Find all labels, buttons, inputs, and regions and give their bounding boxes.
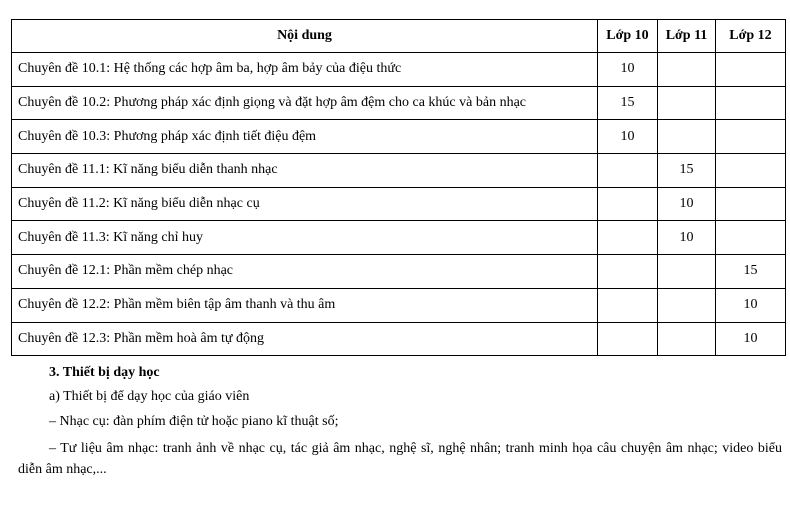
topic-cell: Chuyên đề 10.1: Hệ thống các hợp âm ba, hợp âm bảy của điệu thức — [12, 53, 598, 87]
grade-12-cell: 10 — [716, 288, 786, 322]
topic-cell: Chuyên đề 12.1: Phần mềm chép nhạc — [12, 255, 598, 289]
grade-12-cell: 10 — [716, 322, 786, 356]
topic-cell: Chuyên đề 11.1: Kĩ năng biểu diễn thanh nhạc — [12, 154, 598, 188]
grade-10-cell: 10 — [598, 120, 658, 154]
grade-12-cell: 15 — [716, 255, 786, 289]
table-row — [12, 53, 786, 87]
table-row — [12, 86, 786, 120]
grade-10-cell — [598, 288, 658, 322]
grade-11-cell: 10 — [658, 187, 716, 221]
grade-10-cell — [598, 255, 658, 289]
topic-cell: Chuyên đề 11.2: Kĩ năng biểu diễn nhạc cụ — [12, 187, 598, 221]
header-grade-11: Lớp 11 — [658, 20, 716, 53]
grade-11-cell — [658, 86, 716, 120]
table-row — [12, 154, 786, 188]
grade-10-cell — [598, 221, 658, 255]
grade-11-cell — [658, 288, 716, 322]
topic-cell: Chuyên đề 11.3: Kĩ năng chỉ huy — [12, 221, 598, 255]
grade-11-cell: 10 — [658, 221, 716, 255]
topic-cell: Chuyên đề 12.3: Phần mềm hoà âm tự động — [12, 322, 598, 356]
grade-10-cell — [598, 187, 658, 221]
topic-cell: Chuyên đề 10.3: Phương pháp xác định tiết điệu đệm — [12, 120, 598, 154]
header-grade-10: Lớp 10 — [598, 20, 658, 53]
table-row — [12, 221, 786, 255]
grade-10-cell — [598, 154, 658, 188]
section-heading: 3. Thiết bị dạy học — [49, 365, 160, 380]
grade-11-cell — [658, 322, 716, 356]
grade-10-cell: 10 — [598, 53, 658, 87]
topic-cell: Chuyên đề 12.2: Phần mềm biên tập âm thanh và thu âm — [12, 288, 598, 322]
grade-12-cell — [716, 86, 786, 120]
curriculum-table — [11, 19, 786, 356]
table-row — [12, 120, 786, 154]
grade-10-cell — [598, 322, 658, 356]
table-header — [12, 20, 786, 53]
header-content: Nội dung — [12, 20, 598, 53]
topic-cell: Chuyên đề 10.2: Phương pháp xác định giọng và đặt hợp âm đệm cho ca khúc và bản nhạc — [12, 86, 598, 120]
grade-12-cell — [716, 154, 786, 188]
table-row — [12, 322, 786, 356]
grade-11-cell — [658, 255, 716, 289]
equipment-item: – Tư liệu âm nhạc: tranh ảnh về nhạc cụ, tác giả âm nhạc, nghệ sĩ, nghệ nhân; tranh minh họa câu chuyện âm nhạc; video biểu diễn âm nhạc,... — [18, 441, 782, 477]
grade-11-cell: 15 — [658, 154, 716, 188]
grade-11-cell — [658, 53, 716, 87]
equipment-item: – Nhạc cụ: đàn phím điện tử hoặc piano kĩ thuật số; — [49, 414, 339, 429]
table-row — [12, 255, 786, 289]
sub-heading-a: a) Thiết bị để dạy học của giáo viên — [49, 389, 250, 404]
grade-12-cell — [716, 53, 786, 87]
table-row — [12, 187, 786, 221]
header-grade-12: Lớp 12 — [716, 20, 786, 53]
grade-12-cell — [716, 187, 786, 221]
grade-11-cell — [658, 120, 716, 154]
table-row — [12, 288, 786, 322]
grade-12-cell — [716, 120, 786, 154]
grade-10-cell: 15 — [598, 86, 658, 120]
grade-12-cell — [716, 221, 786, 255]
